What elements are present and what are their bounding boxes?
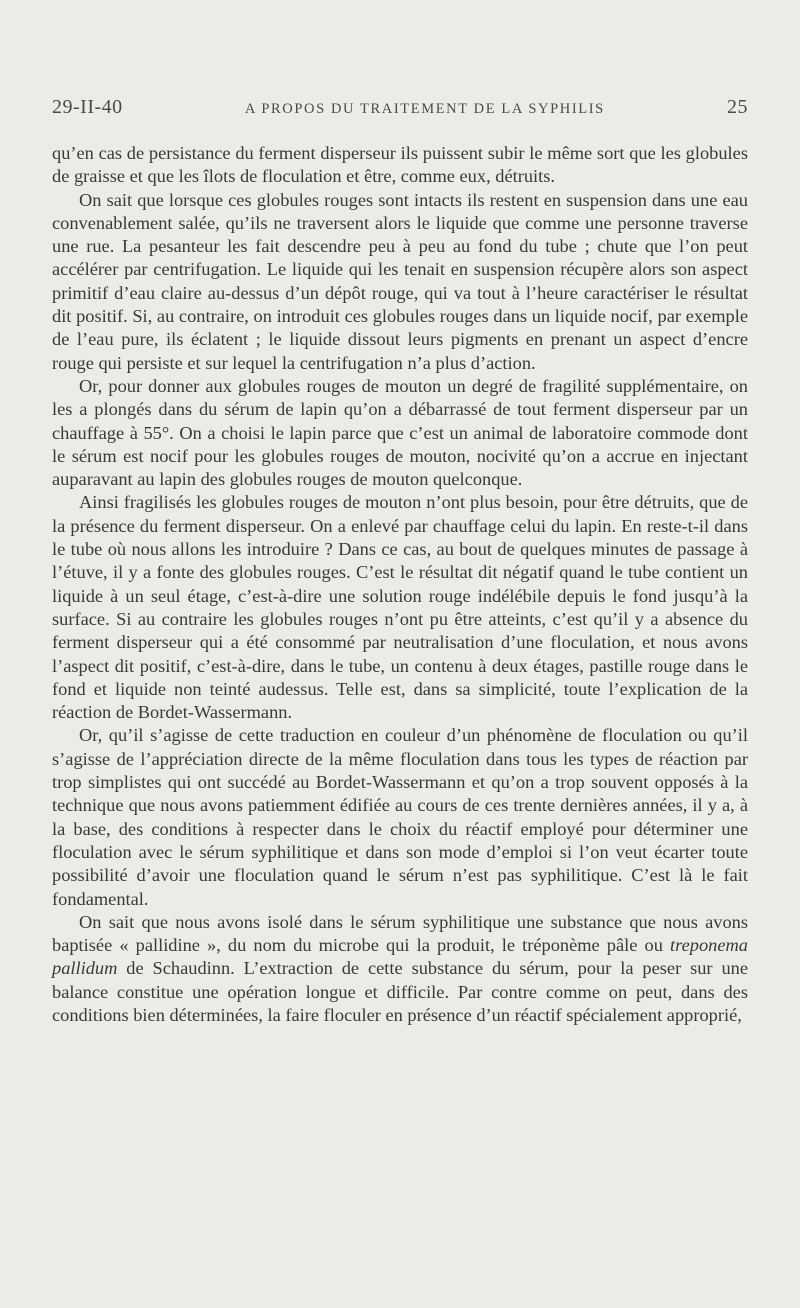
body-text [52, 142, 748, 1027]
paragraph-2: On sait que lorsque ces globules rouges sont intacts ils restent en suspension dans une eau convenablement salée, qu’ils ne traversent alors le liquide que comme une personne traverse une rue. La pesanteur les fait descendre peu à peu au fond du tube ; chute que l’on peut accélérer par centrifugation. Le liquide qui les tenait en suspension récupère alors son aspect primitif d’eau claire au-dessus d’un dépôt rouge, qui va tout à l’heure caractériser le résultat dit positif. Si, au contraire, on introduit ces globules rouges dans un liquide nocif, par exemple de l’eau pure, ils éclatent ; le liquide dissout leurs pigments en prenant un aspect d’encre rouge qui persiste et sur lequel la centrifugation n’a plus d’action. [52, 189, 748, 373]
paragraph-5: Or, qu’il s’agisse de cette traduction en couleur d’un phénomène de floculation ou qu’il s’agisse de l’appréciation directe de la même floculation dans tous les types de réaction par trop simplistes qui ont succédé au Bordet-Wassermann et qu’on a trop souvent opposés à la technique que nous avons patiemment édifiée au cours de ces trente dernières années, il y a, à la base, des conditions à respecter dans le choix du réactif employé pour déterminer une floculation avec le sérum syphilitique et dans son mode d’emploi si l’on veut écarter toute possibilité d’avoir une floculation quand le sérum n’est pas syphilitique. C’est là le fait fondamental. [52, 725, 748, 909]
paragraph-4: Ainsi fragilisés les globules rouges de mouton n’ont plus besoin, pour être détruits, que de la présence du ferment disperseur. On a enlevé par chauffage celui du lapin. En reste-t-il dans le tube où nous allons les introduire ? Dans ce cas, au bout de quelques minutes de passage à l’étuve, il y a fonte des globules rouges. C’est le résultat dit négatif quand le tube contient un liquide à un seul étage, c’est-à-dire une solution rouge indélébile depuis le fond jusqu’à la surface. Si au contraire les globules rouges n’ont pu être atteints, c’est qu’il y a absence du ferment disperseur qui a été consommé par neutralisation d’une floculation, et nous avons l’aspect dit positif, c’est-à-dire, dans le tube, un contenu à deux étages, pastille rouge dans le fond et liquide non teinté audessus. Telle est, dans sa simplicité, toute l’explication de la réaction de Bordet-Wassermann. [52, 492, 748, 723]
paragraph-1: qu’en cas de persistance du ferment disperseur ils puissent subir le même sort que les globules de graisse et que les îlots de floculation et être, comme eux, détruits. [52, 143, 748, 187]
running-title: A PROPOS DU TRAITEMENT DE LA SYPHILIS [244, 101, 605, 117]
running-header [52, 96, 748, 124]
paragraph-6-text-before: On sait que nous avons isolé dans le sérum syphilitique une substance que nous avons baptisée « pallidine », du nom du microbe qui la produit, le tréponème pâle ou [52, 911, 748, 956]
paragraph-6 [52, 911, 748, 1027]
header-date: 29-II-40 [52, 96, 123, 118]
paragraph-6-italic-term: treponema pallidum [52, 935, 748, 979]
paragraph-6-text-after: de Schaudinn. L’extraction de cette substance du sérum, pour la peser sur une balance constitue une opération longue et difficile. Par contre comme on peut, dans des conditions bien déterminées, la faire floculer en présence d’un réactif spécialement approprié, [52, 958, 748, 1025]
paragraph-3: Or, pour donner aux globules rouges de mouton un degré de fragilité supplémentaire, on les a plongés dans du sérum de lapin qu’on a débarrassé de tout ferment disperseur par un chauffage à 55°. On a choisi le lapin parce que c’est un animal de laboratoire commode dont le sérum est nocif pour les globules rouges de mouton, nocivité qu’on a accrue en injectant auparavant au lapin des globules rouges de mouton quelconque. [52, 375, 748, 490]
page-number: 25 [727, 96, 748, 118]
